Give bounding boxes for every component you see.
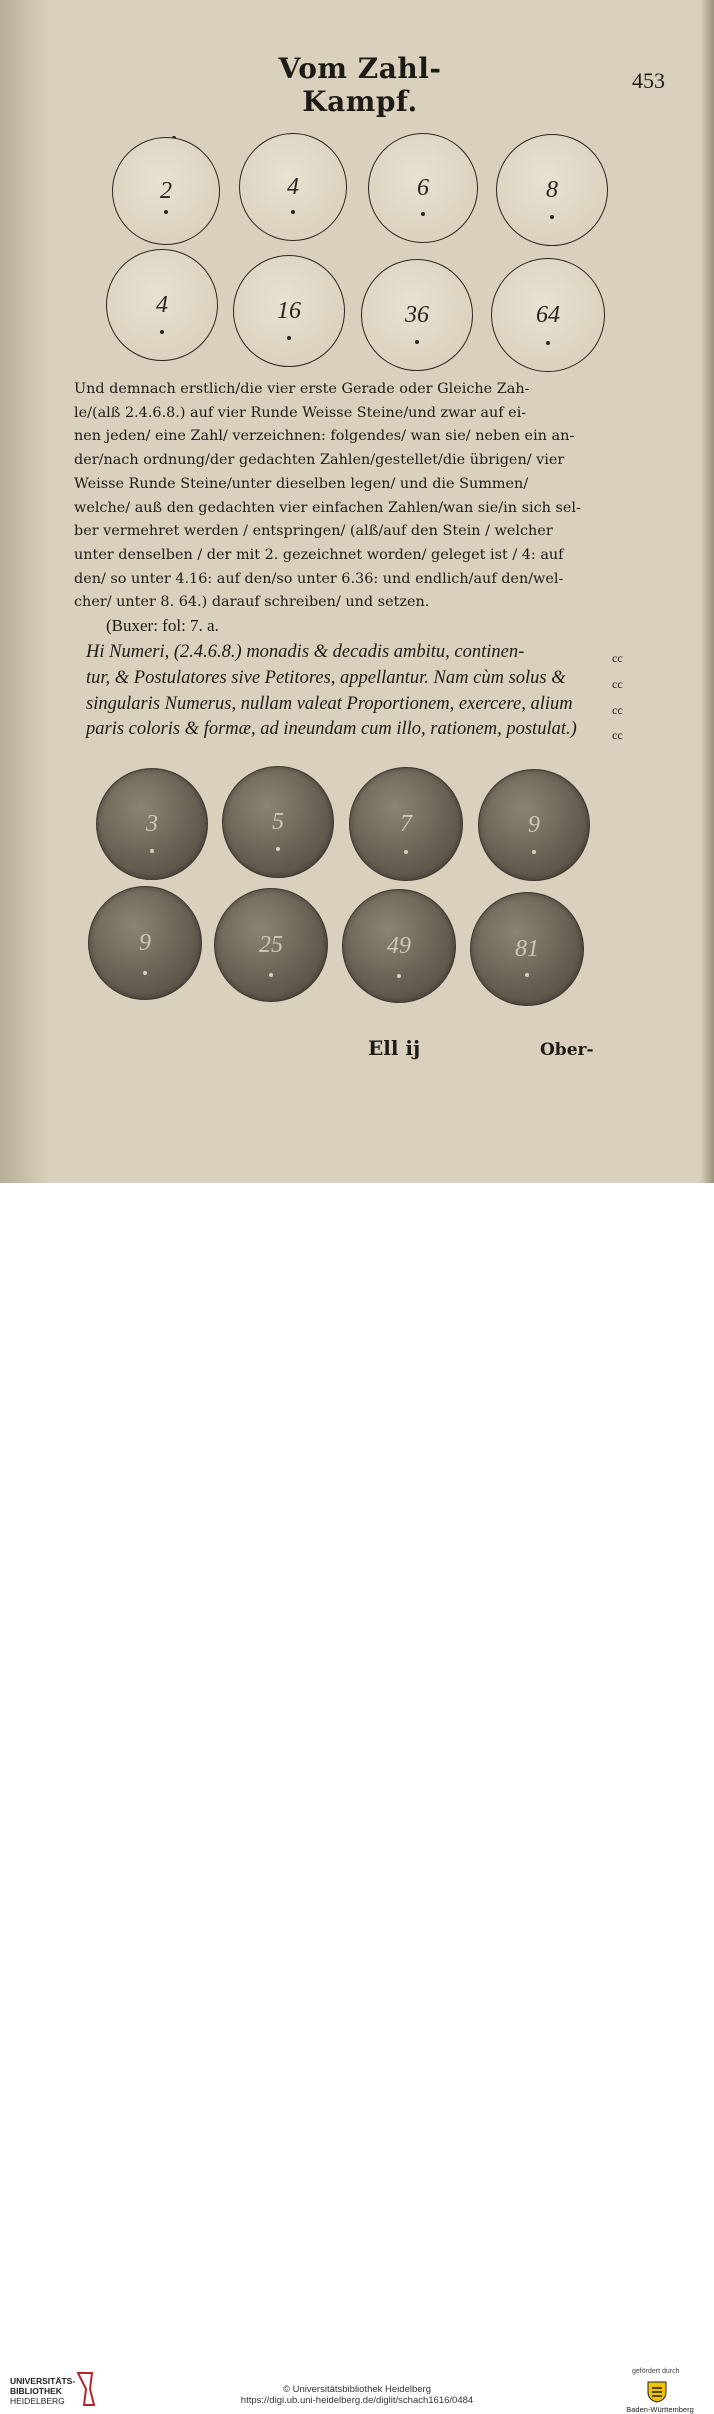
funding-label: gefördert durch bbox=[632, 2368, 680, 2375]
stone-dot bbox=[291, 210, 295, 214]
text-line: cher/ unter 8. 64.) darauf schreiben/ und setzen. bbox=[74, 594, 430, 611]
state-crest-icon bbox=[645, 2379, 669, 2403]
quote-mark: cc bbox=[612, 651, 623, 665]
stone-number: 9 bbox=[139, 929, 151, 956]
stone-number: 2 bbox=[160, 177, 172, 204]
dark-stone bbox=[214, 888, 328, 1002]
stone-dot bbox=[160, 330, 164, 334]
stone-dot bbox=[269, 973, 273, 977]
stone-number: 4 bbox=[287, 173, 299, 200]
stone-dot bbox=[404, 850, 408, 854]
quote-mark: cc bbox=[612, 728, 623, 743]
copyright-notice bbox=[200, 2384, 514, 2406]
stone-number: 49 bbox=[387, 932, 411, 959]
text-line: der/nach ordnung/der gedachten Zahlen/gestellet/die übrigen/ vier bbox=[74, 452, 565, 469]
book-page bbox=[0, 0, 714, 1183]
stone-number: 9 bbox=[528, 811, 540, 838]
dark-stone bbox=[222, 766, 334, 878]
page-number: 453 bbox=[632, 68, 665, 93]
white-stone bbox=[233, 255, 345, 367]
stone-number: 25 bbox=[259, 931, 283, 958]
stone-dot bbox=[532, 850, 536, 854]
german-paragraph bbox=[74, 378, 614, 615]
funder-name[interactable]: Baden-Württemberg bbox=[626, 2405, 694, 2414]
stone-number: 36 bbox=[405, 301, 429, 328]
stone-dot bbox=[397, 974, 401, 978]
source-reference: (Buxer: fol: 7. a. bbox=[106, 616, 219, 635]
stone-dot bbox=[421, 212, 425, 216]
text-line: Hi Numeri, (2.4.6.8.) monadis & decadis ambitu, continen- bbox=[86, 642, 525, 662]
dark-stone bbox=[470, 892, 584, 1006]
catchword: Ober- bbox=[540, 1040, 594, 1060]
stone-dot bbox=[546, 341, 550, 345]
stone-number: 5 bbox=[272, 808, 284, 835]
text-line: paris coloris & formæ, ad ineundam cum illo, rationem, postulat.) bbox=[86, 719, 577, 740]
dark-stone bbox=[342, 889, 456, 1003]
white-stone bbox=[361, 259, 473, 371]
stone-dot bbox=[276, 847, 280, 851]
text-line: singularis Numerus, nullam valeat Proportionem, exercere, alium bbox=[86, 693, 573, 714]
white-stone bbox=[106, 249, 218, 361]
stone-dot bbox=[415, 340, 419, 344]
white-stone bbox=[239, 133, 347, 241]
copyright-text: © Universitätsbibliothek Heidelberg bbox=[283, 2384, 431, 2395]
stone-dot bbox=[164, 210, 168, 214]
signature-mark: Ell ij bbox=[368, 1036, 421, 1060]
text-line: unter denselben / der mit 2. gezeichnet worden/ geleget ist / 4: auf bbox=[74, 546, 564, 563]
stone-number: 64 bbox=[536, 301, 560, 328]
stone-number: 7 bbox=[400, 810, 412, 837]
latin-paragraph bbox=[86, 640, 606, 743]
quote-mark: cc bbox=[612, 676, 623, 691]
stone-dot bbox=[143, 971, 147, 975]
white-stone bbox=[496, 134, 608, 246]
library-seal-icon bbox=[74, 2371, 96, 2407]
dark-stone bbox=[96, 768, 208, 880]
quote-mark: cc bbox=[612, 702, 623, 717]
stone-dot bbox=[287, 336, 291, 340]
white-stone bbox=[491, 258, 605, 372]
text-line: Weisse Runde Steine/unter dieselben legen/ und die Summen/ bbox=[74, 475, 529, 492]
stone-dot bbox=[150, 849, 154, 853]
stone-number: 3 bbox=[146, 810, 158, 837]
stone-number: 16 bbox=[277, 297, 301, 324]
stone-dot bbox=[525, 973, 529, 977]
dark-stone bbox=[478, 769, 590, 881]
stone-number: 4 bbox=[156, 291, 168, 318]
permalink-url[interactable]: https://digi.ub.uni-heidelberg.de/diglit/schach1616/0484 bbox=[240, 2395, 474, 2406]
white-stone bbox=[368, 133, 478, 243]
white-stone bbox=[112, 137, 220, 245]
library-name-line: HEIDELBERG bbox=[10, 2396, 65, 2406]
stone-number: 6 bbox=[417, 174, 429, 201]
text-line: tur, & Postulatores sive Petitores, appellantur. Nam cùm solus & bbox=[86, 667, 566, 688]
running-head-title: Vom Zahl-Kampf. bbox=[278, 52, 442, 118]
dark-stone bbox=[349, 767, 463, 881]
stone-dot bbox=[550, 215, 554, 219]
text-line: welche/ auß den gedachten vier einfachen Zahlen/wan sie/in sich sel- bbox=[74, 499, 581, 516]
footer-bar bbox=[0, 1183, 714, 2414]
library-name-line: UNIVERSITÄTS- bbox=[10, 2376, 76, 2386]
stone-number: 8 bbox=[546, 176, 558, 203]
dark-stone bbox=[88, 886, 202, 1000]
text-line: nen jeden/ eine Zahl/ verzeichnen: folgendes/ wan sie/ neben ein an- bbox=[74, 428, 575, 445]
stone-number: 81 bbox=[515, 935, 539, 962]
text-line: den/ so unter 4.16: auf den/so unter 6.36: und endlich/auf den/wel- bbox=[74, 570, 564, 587]
text-line: ber vermehret werden / entspringen/ (alß/auf den Stein / welcher bbox=[74, 523, 553, 540]
text-line: Und demnach erstlich/die vier erste Gerade oder Gleiche Zah- bbox=[74, 381, 530, 397]
marginal-quote-marks bbox=[612, 646, 632, 749]
library-name-line: BIBLIOTHEK bbox=[10, 2386, 62, 2396]
text-line: le/(alß 2.4.6.8.) auf vier Runde Weisse Steine/und zwar auf ei- bbox=[74, 404, 527, 421]
